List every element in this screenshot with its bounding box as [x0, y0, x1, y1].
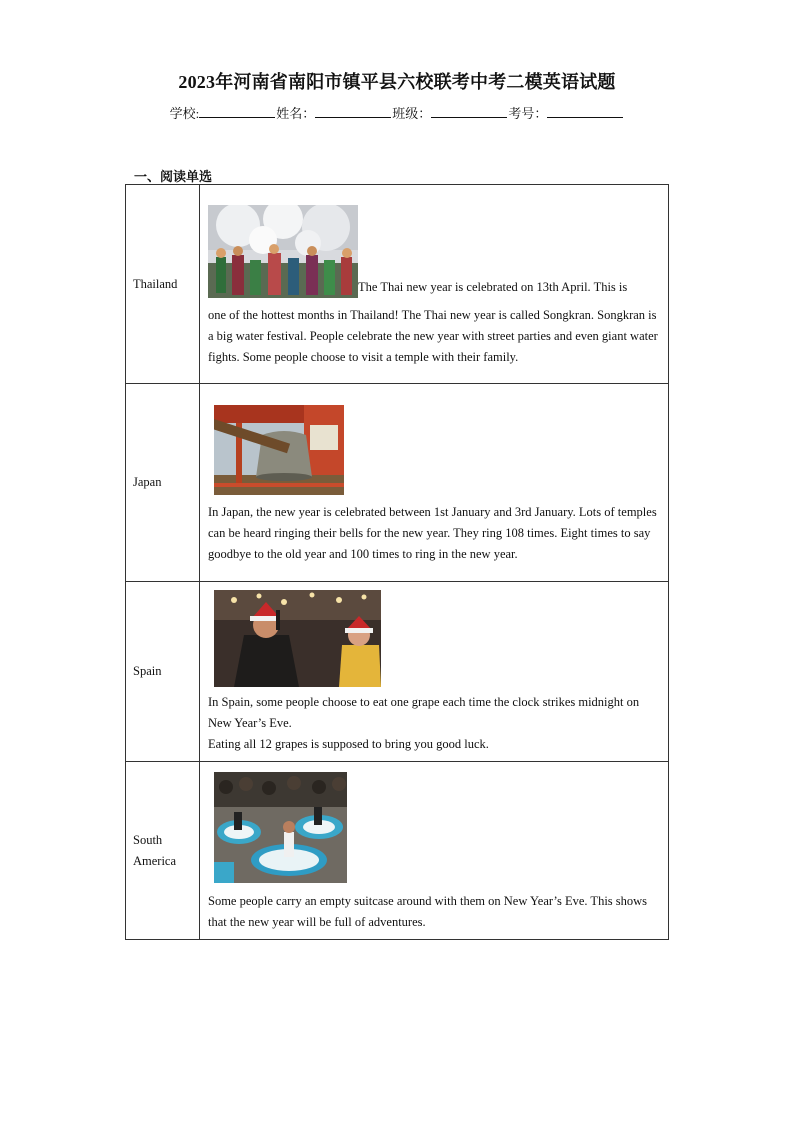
table-row: [126, 185, 669, 384]
thailand-text: one of the hottest months in Thailand! The Thai new year is called Songkran. Songkran is a big water festival. People celebrate the new year with street parties and even giant water fights. Some people choose to visit a temple with their family.: [208, 308, 658, 364]
spain-text-2: Eating all 12 grapes is supposed to bring you good luck.: [208, 737, 489, 751]
name-blank: [315, 105, 391, 118]
country-name-line1: South: [133, 832, 163, 847]
school-blank: [199, 105, 275, 118]
class-blank: [431, 105, 507, 118]
section-heading: 一、阅读单选: [134, 169, 213, 184]
south-america-text: Some people carry an empty suitcase around with them on New Year’s Eve. This shows that the new year will be full of adventures.: [208, 894, 648, 929]
content-cell: [200, 762, 669, 940]
country-name-line2: America: [133, 853, 177, 868]
name-label: 姓名：: [276, 106, 316, 121]
content-cell: [200, 582, 669, 762]
content-cell: [200, 384, 669, 582]
temple-bell-photo: [214, 405, 344, 495]
page-title: 2023年河南省南阳市镇平县六校联考中考二模英语试题: [178, 72, 616, 92]
songkran-water-festival-photo: [208, 205, 358, 298]
spain-text: In Spain, some people choose to eat one grape each time the clock strikes midnight on New Year’s Eve.: [208, 695, 640, 730]
reading-table: [125, 184, 669, 940]
table-row: [126, 762, 669, 940]
country-cell: [126, 384, 200, 582]
id-blank: [547, 105, 623, 118]
country-cell: [126, 582, 200, 762]
country-cell: [126, 185, 200, 384]
dancers-celebration-photo: [214, 772, 347, 883]
content-cell: [200, 185, 669, 384]
id-label: 考号：: [508, 106, 548, 121]
country-name: Spain: [133, 664, 162, 678]
thailand-inline-text: The Thai new year is celebrated on 13th April. This is: [358, 280, 628, 294]
country-cell: [126, 762, 200, 940]
table-row: [126, 384, 669, 582]
student-info-line: [0, 103, 794, 122]
class-label: 班级：: [392, 106, 432, 121]
school-label: 学校:: [169, 106, 200, 121]
table-row: [126, 582, 669, 762]
country-name: Japan: [133, 475, 162, 489]
japan-text: In Japan, the new year is celebrated between 1st January and 3rd January. Lots of temples can be heard ringing their bells for the new year. They ring 108 times. Eight times to say goodbye to the old year and 100 times to ring in the new year.: [208, 504, 657, 561]
new-year-grapes-photo: [214, 590, 381, 687]
country-name: Thailand: [133, 276, 178, 291]
